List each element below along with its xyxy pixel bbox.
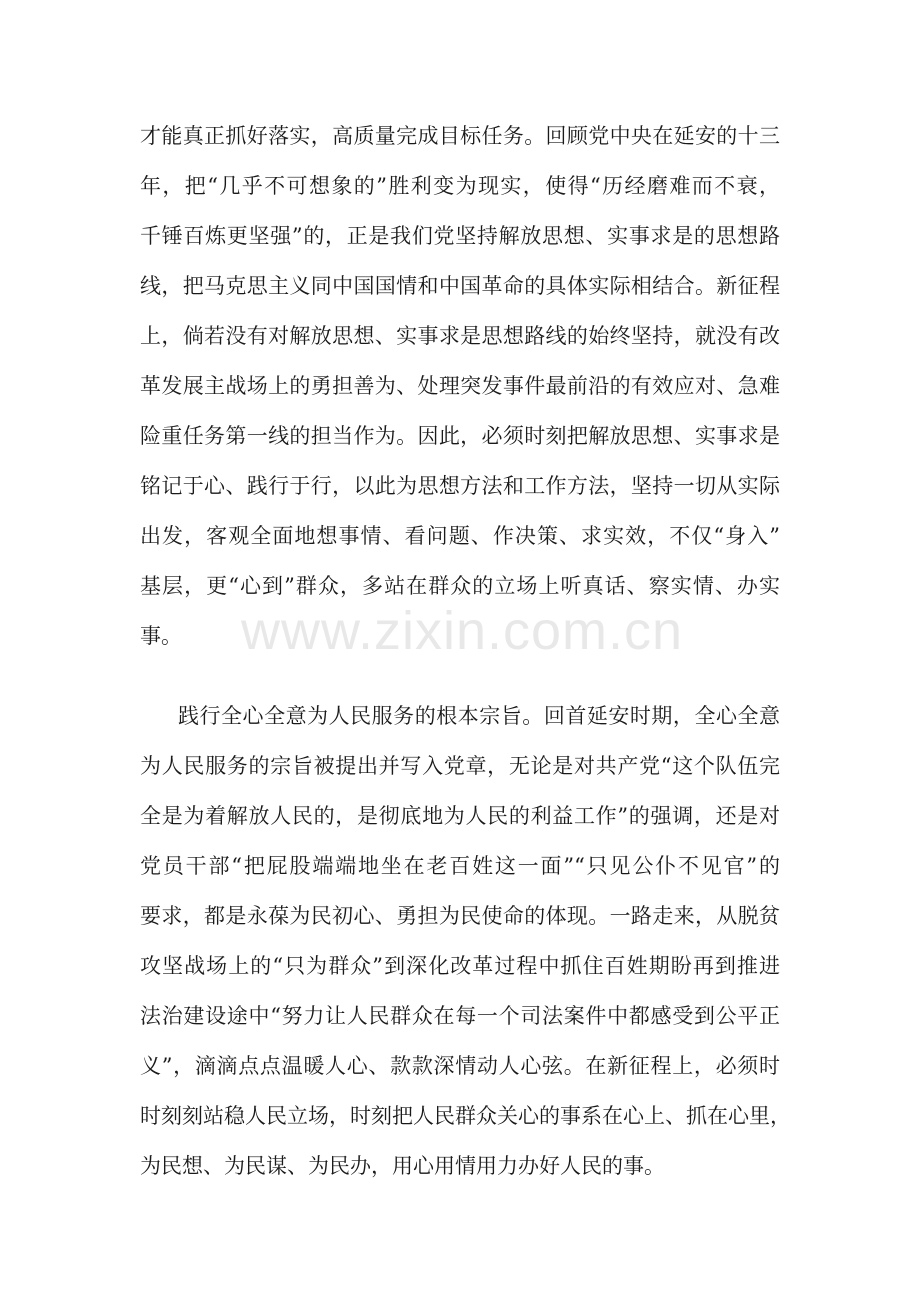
text-line: 践行全心全意为人民服务的根本宗旨。回首延安时期，全心全意 [178, 704, 780, 728]
watermark-text: www.zixin.com.cn [240, 601, 684, 661]
text-line: 革发展主战场上的勇担善为、处理突发事件最前沿的有效应对、急难 [140, 374, 780, 398]
text-line: 年，把“几乎不可想象的”胜利变为现实，使得“历经磨难而不衰， [140, 174, 780, 198]
text-line: 要求，都是永葆为民初心、勇担为民使命的体现。一路走来，从脱贫 [140, 904, 780, 928]
text-line: 线，把马克思主义同中国国情和中国革命的具体实际相结合。新征程 [140, 274, 780, 298]
text-line: 上，倘若没有对解放思想、实事求是思想路线的始终坚持，就没有改 [140, 324, 780, 348]
text-line: 铭记于心、践行于行，以此为思想方法和工作方法，坚持一切从实际 [140, 474, 780, 498]
text-line: 攻坚战场上的“只为群众”到深化改革过程中抓住百姓期盼再到推进 [140, 954, 780, 978]
text-line: 党员干部“把屁股端端地坐在老百姓这一面”“只见公仆不见官”的 [140, 854, 780, 878]
text-line: 基层，更“心到”群众，多站在群众的立场上听真话、察实情、办实 [140, 574, 780, 598]
text-line: 出发，客观全面地想事情、看问题、作决策、求实效，不仅“身入” [140, 524, 780, 548]
paragraph-2 [140, 691, 791, 1191]
text-line: 事。 [140, 624, 182, 648]
text-line: 义”，滴滴点点温暖人心、款款深情动人心弦。在新征程上，必须时 [140, 1054, 780, 1078]
text-line: 千锤百炼更坚强”的，正是我们党坚持解放思想、实事求是的思想路 [140, 224, 780, 248]
text-line: 才能真正抓好落实，高质量完成目标任务。回顾党中央在延安的十三 [140, 124, 780, 148]
text-line: 全是为着解放人民的，是彻底地为人民的利益工作”的强调，还是对 [140, 804, 780, 828]
text-line: 为人民服务的宗旨被提出并写入党章，无论是对共产党“这个队伍完 [140, 754, 780, 778]
text-line: 险重任务第一线的担当作为。因此，必须时刻把解放思想、实事求是 [140, 424, 780, 448]
text-line: 为民想、为民谋、为民办，用心用情用力办好人民的事。 [140, 1154, 665, 1178]
text-line: 时刻刻站稳人民立场，时刻把人民群众关心的事系在心上、抓在心里， [140, 1104, 791, 1128]
text-line: 法治建设途中“努力让人民群众在每一个司法案件中都感受到公平正 [140, 1004, 780, 1028]
paragraph-1 [140, 111, 780, 661]
